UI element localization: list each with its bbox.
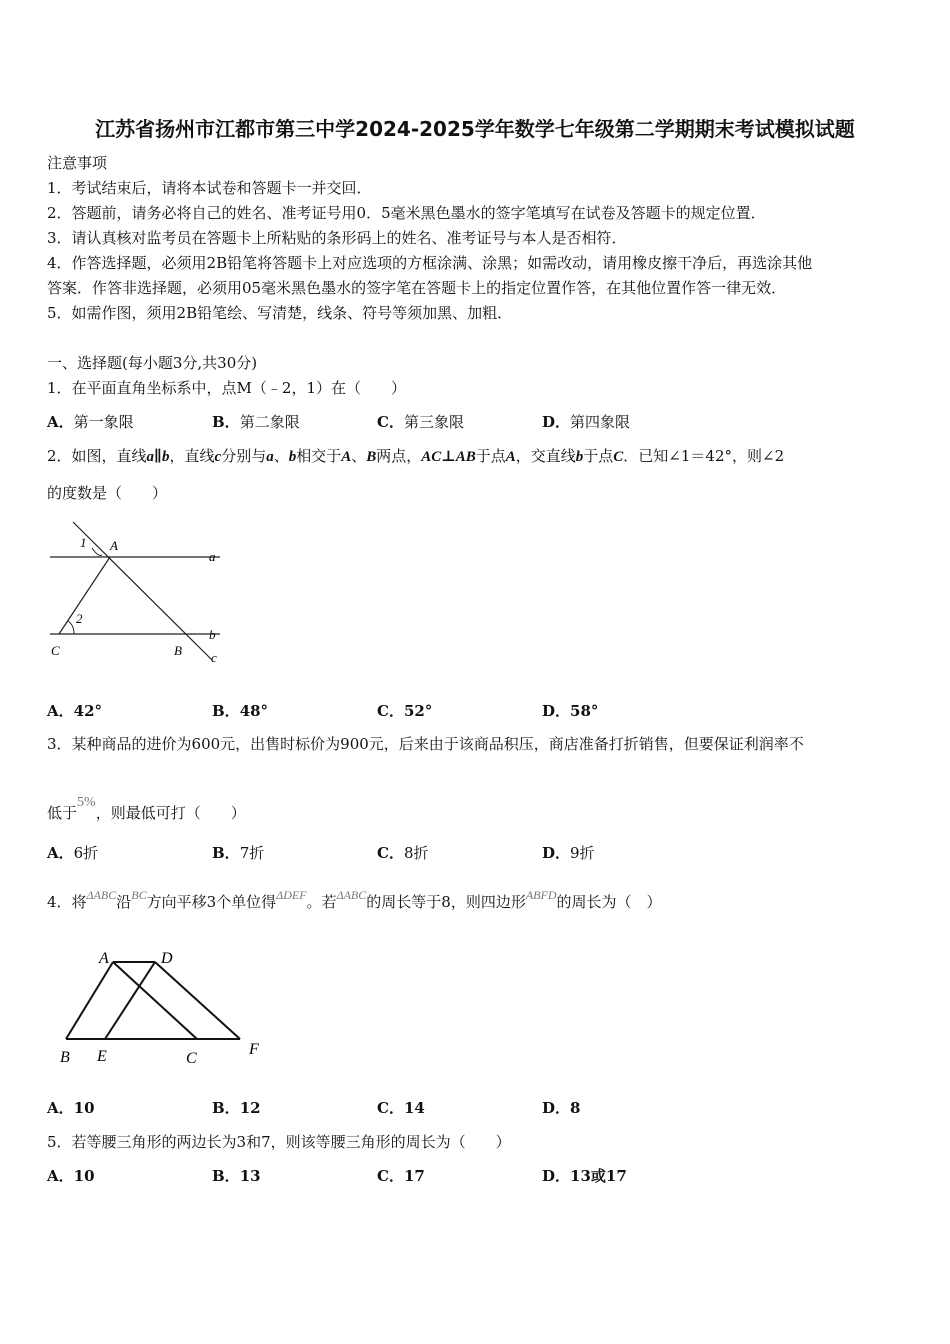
q5-option-d[interactable]: D．13或17	[542, 1167, 627, 1185]
label-c: c	[211, 650, 217, 665]
label-C: C	[51, 643, 60, 658]
label-1: 1	[80, 535, 87, 550]
question-2-text: 2．如图，直线a∥b，直线c分别与a、b相交于A、B两点，AC⊥AB于点A，交直线b于点C．已知∠1＝42°，则∠2	[47, 447, 785, 465]
label-F: F	[249, 1041, 259, 1058]
segment-ac	[113, 962, 197, 1039]
q4-option-a[interactable]: A．10	[47, 1099, 95, 1117]
question-4-text: 4．将$^{\Delta ABC}$沿$^{BC}$方向平移3个单位得$^{\Delta DEF}$。若$^{\Delta ABC}$的周长等于8，则四边形$^{ABFD}$的周长为（ ）	[47, 888, 662, 911]
page-title: 江苏省扬州市江都市第三中学2024-2025学年数学七年级第二学期期末考试模拟试题	[95, 117, 855, 141]
angle-2-arc	[68, 621, 74, 634]
question-2-text-line2: 的度数是（ ）	[47, 484, 168, 502]
label-C: C	[186, 1050, 197, 1067]
q3-option-b[interactable]: B．7折	[212, 844, 265, 862]
q2-option-d[interactable]: D．58°	[542, 702, 599, 720]
q4-option-b[interactable]: B．12	[212, 1099, 261, 1117]
q1-option-c[interactable]: C．第三象限	[377, 413, 464, 431]
note-item: 5．如需作图，须用2B铅笔绘、写清楚，线条、符号等须加黑、加粗．	[47, 304, 513, 322]
question-3-text: 3．某种商品的进价为600元，出售时标价为900元，后来由于该商品积压，商店准备打折销售，但要保证利润率不	[47, 735, 804, 753]
question-1-text: 1．在平面直角坐标系中，点M（﹣2，1）在（ ）	[47, 379, 406, 397]
q4-option-c[interactable]: C．14	[377, 1099, 425, 1117]
label-A: A	[110, 538, 118, 553]
note-item: 1．考试结束后，请将本试卷和答题卡一并交回．	[47, 179, 372, 197]
label-A: A	[99, 950, 109, 967]
line-c	[73, 522, 212, 660]
note-item: 2．答题前，请务必将自己的姓名、准考证号用0．5毫米黑色墨水的签字笔填写在试卷及答题卡的规定位置．	[47, 204, 766, 222]
q2-option-a[interactable]: A．42°	[47, 702, 103, 720]
q2-option-c[interactable]: C．52°	[377, 702, 433, 720]
label-E: E	[97, 1048, 107, 1065]
question-5-text: 5．若等腰三角形的两边长为3和7，则该等腰三角形的周长为（ ）	[47, 1133, 511, 1151]
q3-option-c[interactable]: C．8折	[377, 844, 429, 862]
note-item: 答案．作答非选择题，必须用05毫米黑色墨水的签字笔在答题卡上的指定位置作答，在其他位置作答一律无效．	[47, 279, 787, 297]
q1-option-a[interactable]: A．第一象限	[47, 413, 134, 431]
label-b: b	[209, 627, 216, 642]
label-a: a	[209, 549, 216, 564]
question-3-text-line2: 低于5%，则最低可打（ ）	[47, 795, 246, 822]
label-D: D	[161, 950, 173, 967]
q5-option-c[interactable]: C．17	[377, 1167, 425, 1185]
q3-option-a[interactable]: A．6折	[47, 844, 99, 862]
q3-option-d[interactable]: D．9折	[542, 844, 595, 862]
label-B: B	[174, 643, 182, 658]
note-item: 4．作答选择题，必须用2B铅笔将答题卡上对应选项的方框涂满、涂黑；如需改动，请用橡皮擦干净后，再选涂其他	[47, 254, 813, 272]
label-2: 2	[76, 611, 83, 626]
segment-ab	[66, 962, 113, 1039]
q1-option-b[interactable]: B．第二象限	[212, 413, 300, 431]
section-heading: 一、选择题(每小题3分,共30分)	[47, 354, 258, 372]
q5-option-b[interactable]: B．13	[212, 1167, 261, 1185]
q2-option-b[interactable]: B．48°	[212, 702, 269, 720]
segment-de	[105, 962, 155, 1039]
label-B: B	[60, 1049, 70, 1066]
segment-df	[155, 962, 240, 1039]
parallel-lines-figure	[40, 515, 240, 670]
q4-option-d[interactable]: D．8	[542, 1099, 581, 1117]
q5-option-a[interactable]: A．10	[47, 1167, 95, 1185]
q1-option-d[interactable]: D．第四象限	[542, 413, 631, 431]
note-item: 3．请认真核对监考员在答题卡上所粘贴的条形码上的姓名、准考证号与本人是否相符．	[47, 229, 627, 247]
translation-figure	[45, 942, 275, 1072]
segment-ac	[59, 557, 110, 634]
notes-heading: 注意事项	[47, 154, 108, 172]
